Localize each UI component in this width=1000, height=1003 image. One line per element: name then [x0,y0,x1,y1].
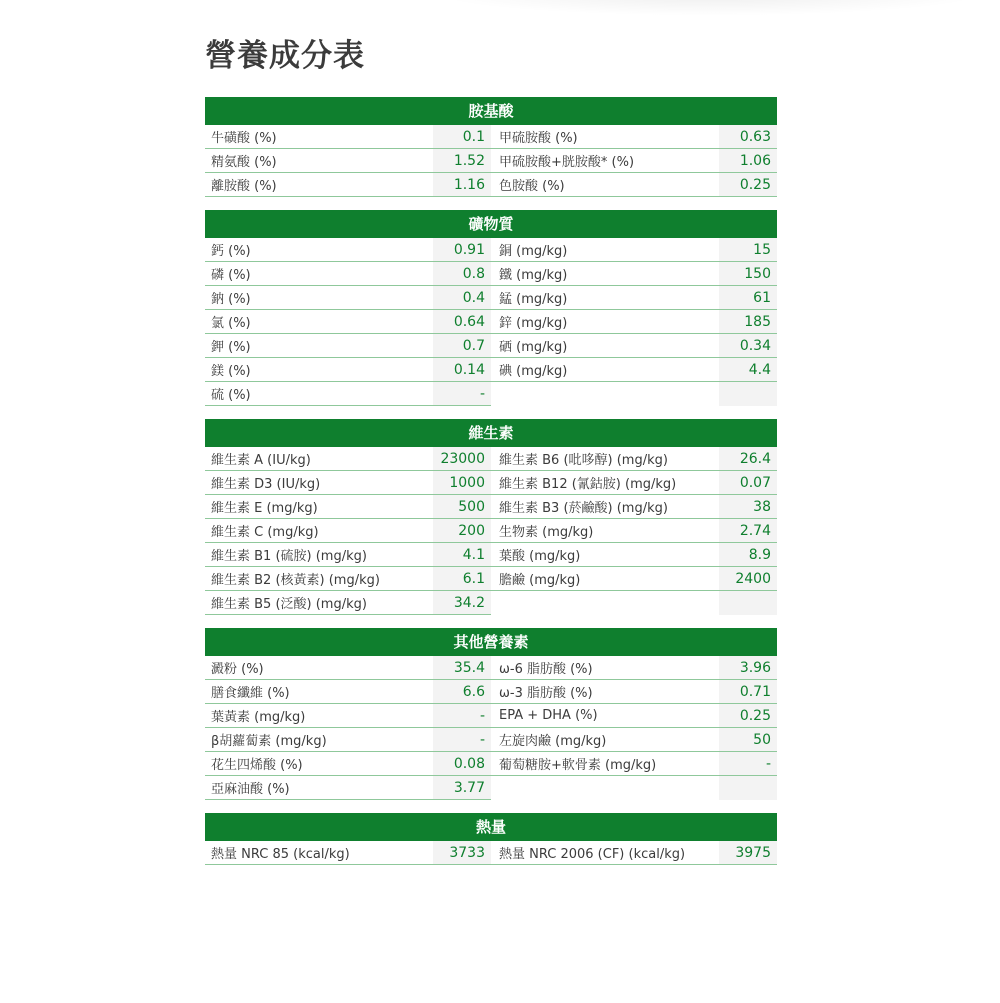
nutrient-value: 0.64 [433,310,491,334]
nutrient-value [719,776,777,800]
nutrient-value [719,382,777,406]
table-row [205,841,777,865]
table-row [205,286,777,310]
nutrient-value: - [433,728,491,752]
table-row [205,656,777,680]
nutrient-label: 葉酸 (mg/kg) [491,543,719,567]
nutrient-value: 50 [719,728,777,752]
table-row [205,262,777,286]
nutrient-value: 500 [433,495,491,519]
nutrient-section [205,813,777,865]
table-row [205,173,777,197]
table-row [205,519,777,543]
nutrient-value: 1.52 [433,149,491,173]
nutrient-value: 0.4 [433,286,491,310]
top-shadow-decoration [430,0,990,16]
table-row [205,125,777,149]
nutrient-value: 3733 [433,841,491,865]
nutrient-value: 185 [719,310,777,334]
nutrient-value: 200 [433,519,491,543]
table-row [205,680,777,704]
nutrient-label: 鎂 (%) [205,358,433,382]
table-row [205,543,777,567]
nutrient-label: 離胺酸 (%) [205,173,433,197]
table-row [205,495,777,519]
nutrient-value: 0.1 [433,125,491,149]
nutrient-value: 38 [719,495,777,519]
nutrient-label: 精氨酸 (%) [205,149,433,173]
nutrient-label: 銅 (mg/kg) [491,238,719,262]
nutrient-label: 熱量 NRC 85 (kcal/kg) [205,841,433,865]
nutrient-value: 1.06 [719,149,777,173]
nutrient-value: 0.25 [719,173,777,197]
nutrient-value: 3.77 [433,776,491,800]
nutrient-value: 3975 [719,841,777,865]
nutrient-value: 15 [719,238,777,262]
nutrient-value: - [433,382,491,406]
table-row [205,591,777,615]
nutrient-label: 甲硫胺酸 (%) [491,125,719,149]
nutrient-value: 0.63 [719,125,777,149]
table-row [205,776,777,800]
table-row [205,567,777,591]
section-header: 熱量 [205,813,777,841]
nutrient-value: 0.8 [433,262,491,286]
nutrient-value: 0.14 [433,358,491,382]
nutrient-value: 23000 [433,447,491,471]
nutrient-label: 維生素 C (mg/kg) [205,519,433,543]
nutrient-label: 鈉 (%) [205,286,433,310]
nutrient-label: 膽鹼 (mg/kg) [491,567,719,591]
nutrient-value: 2.74 [719,519,777,543]
nutrient-label: 鐵 (mg/kg) [491,262,719,286]
nutrient-label: 錳 (mg/kg) [491,286,719,310]
table-row [205,358,777,382]
nutrient-value: 6.6 [433,680,491,704]
table-row [205,334,777,358]
nutrient-label: 碘 (mg/kg) [491,358,719,382]
nutrient-label: 亞麻油酸 (%) [205,776,433,800]
nutrient-label: 牛磺酸 (%) [205,125,433,149]
nutrition-table [205,97,777,878]
nutrient-value: 34.2 [433,591,491,615]
nutrient-value: 0.7 [433,334,491,358]
nutrient-value: 2400 [719,567,777,591]
nutrient-label: 膳食纖維 (%) [205,680,433,704]
nutrient-value: 6.1 [433,567,491,591]
section-header: 礦物質 [205,210,777,238]
nutrient-value: 26.4 [719,447,777,471]
table-row [205,752,777,776]
nutrient-label: 鈣 (%) [205,238,433,262]
nutrient-label: 左旋肉鹼 (mg/kg) [491,728,719,752]
nutrient-value: 0.07 [719,471,777,495]
nutrient-label: 葉黃素 (mg/kg) [205,704,433,728]
table-row [205,471,777,495]
page-title: 營養成分表 [205,38,365,74]
nutrient-value: 0.91 [433,238,491,262]
nutrient-value [719,591,777,615]
nutrient-value: - [433,704,491,728]
section-header: 胺基酸 [205,97,777,125]
nutrient-value: 1000 [433,471,491,495]
nutrient-value: 1.16 [433,173,491,197]
table-row [205,704,777,728]
nutrient-value: 4.4 [719,358,777,382]
nutrient-label: 甲硫胺酸+胱胺酸* (%) [491,149,719,173]
nutrient-label: 維生素 B1 (硫胺) (mg/kg) [205,543,433,567]
nutrient-value: 0.25 [719,704,777,728]
nutrient-label: 葡萄糖胺+軟骨素 (mg/kg) [491,752,719,776]
nutrient-label: 生物素 (mg/kg) [491,519,719,543]
nutrient-label: 硫 (%) [205,382,433,406]
table-row [205,149,777,173]
nutrient-label: EPA + DHA (%) [491,704,719,728]
nutrient-section [205,419,777,615]
nutrient-label: 維生素 A (IU/kg) [205,447,433,471]
table-row [205,447,777,471]
nutrient-label [491,382,719,406]
nutrient-value: 0.34 [719,334,777,358]
nutrient-label: 維生素 E (mg/kg) [205,495,433,519]
nutrient-label: 維生素 B2 (核黃素) (mg/kg) [205,567,433,591]
nutrient-label: 維生素 B3 (菸鹼酸) (mg/kg) [491,495,719,519]
nutrient-value: 3.96 [719,656,777,680]
nutrient-label: 色胺酸 (%) [491,173,719,197]
nutrient-label [491,776,719,800]
nutrient-section [205,97,777,197]
nutrient-label: 花生四烯酸 (%) [205,752,433,776]
nutrient-label: 維生素 D3 (IU/kg) [205,471,433,495]
section-header: 維生素 [205,419,777,447]
nutrient-label: β胡蘿蔔素 (mg/kg) [205,728,433,752]
nutrient-label: 氯 (%) [205,310,433,334]
nutrient-value: 4.1 [433,543,491,567]
table-row [205,238,777,262]
nutrient-label: 磷 (%) [205,262,433,286]
nutrient-label: 維生素 B5 (泛酸) (mg/kg) [205,591,433,615]
nutrient-section [205,210,777,406]
nutrient-label: 硒 (mg/kg) [491,334,719,358]
nutrient-value: 0.71 [719,680,777,704]
nutrient-section [205,628,777,800]
nutrient-label: 澱粉 (%) [205,656,433,680]
nutrient-label: 維生素 B6 (吡哆醇) (mg/kg) [491,447,719,471]
nutrient-label: 鉀 (%) [205,334,433,358]
nutrient-label: 熱量 NRC 2006 (CF) (kcal/kg) [491,841,719,865]
nutrient-label: ω-3 脂肪酸 (%) [491,680,719,704]
nutrient-value: 35.4 [433,656,491,680]
table-row [205,382,777,406]
section-header: 其他營養素 [205,628,777,656]
nutrient-value: 8.9 [719,543,777,567]
nutrient-label: ω-6 脂肪酸 (%) [491,656,719,680]
nutrient-label: 維生素 B12 (氰鈷胺) (mg/kg) [491,471,719,495]
nutrient-label [491,591,719,615]
nutrient-value: 61 [719,286,777,310]
table-row [205,728,777,752]
nutrient-value: 0.08 [433,752,491,776]
table-row [205,310,777,334]
nutrient-value: 150 [719,262,777,286]
nutrient-label: 鋅 (mg/kg) [491,310,719,334]
nutrient-value: - [719,752,777,776]
